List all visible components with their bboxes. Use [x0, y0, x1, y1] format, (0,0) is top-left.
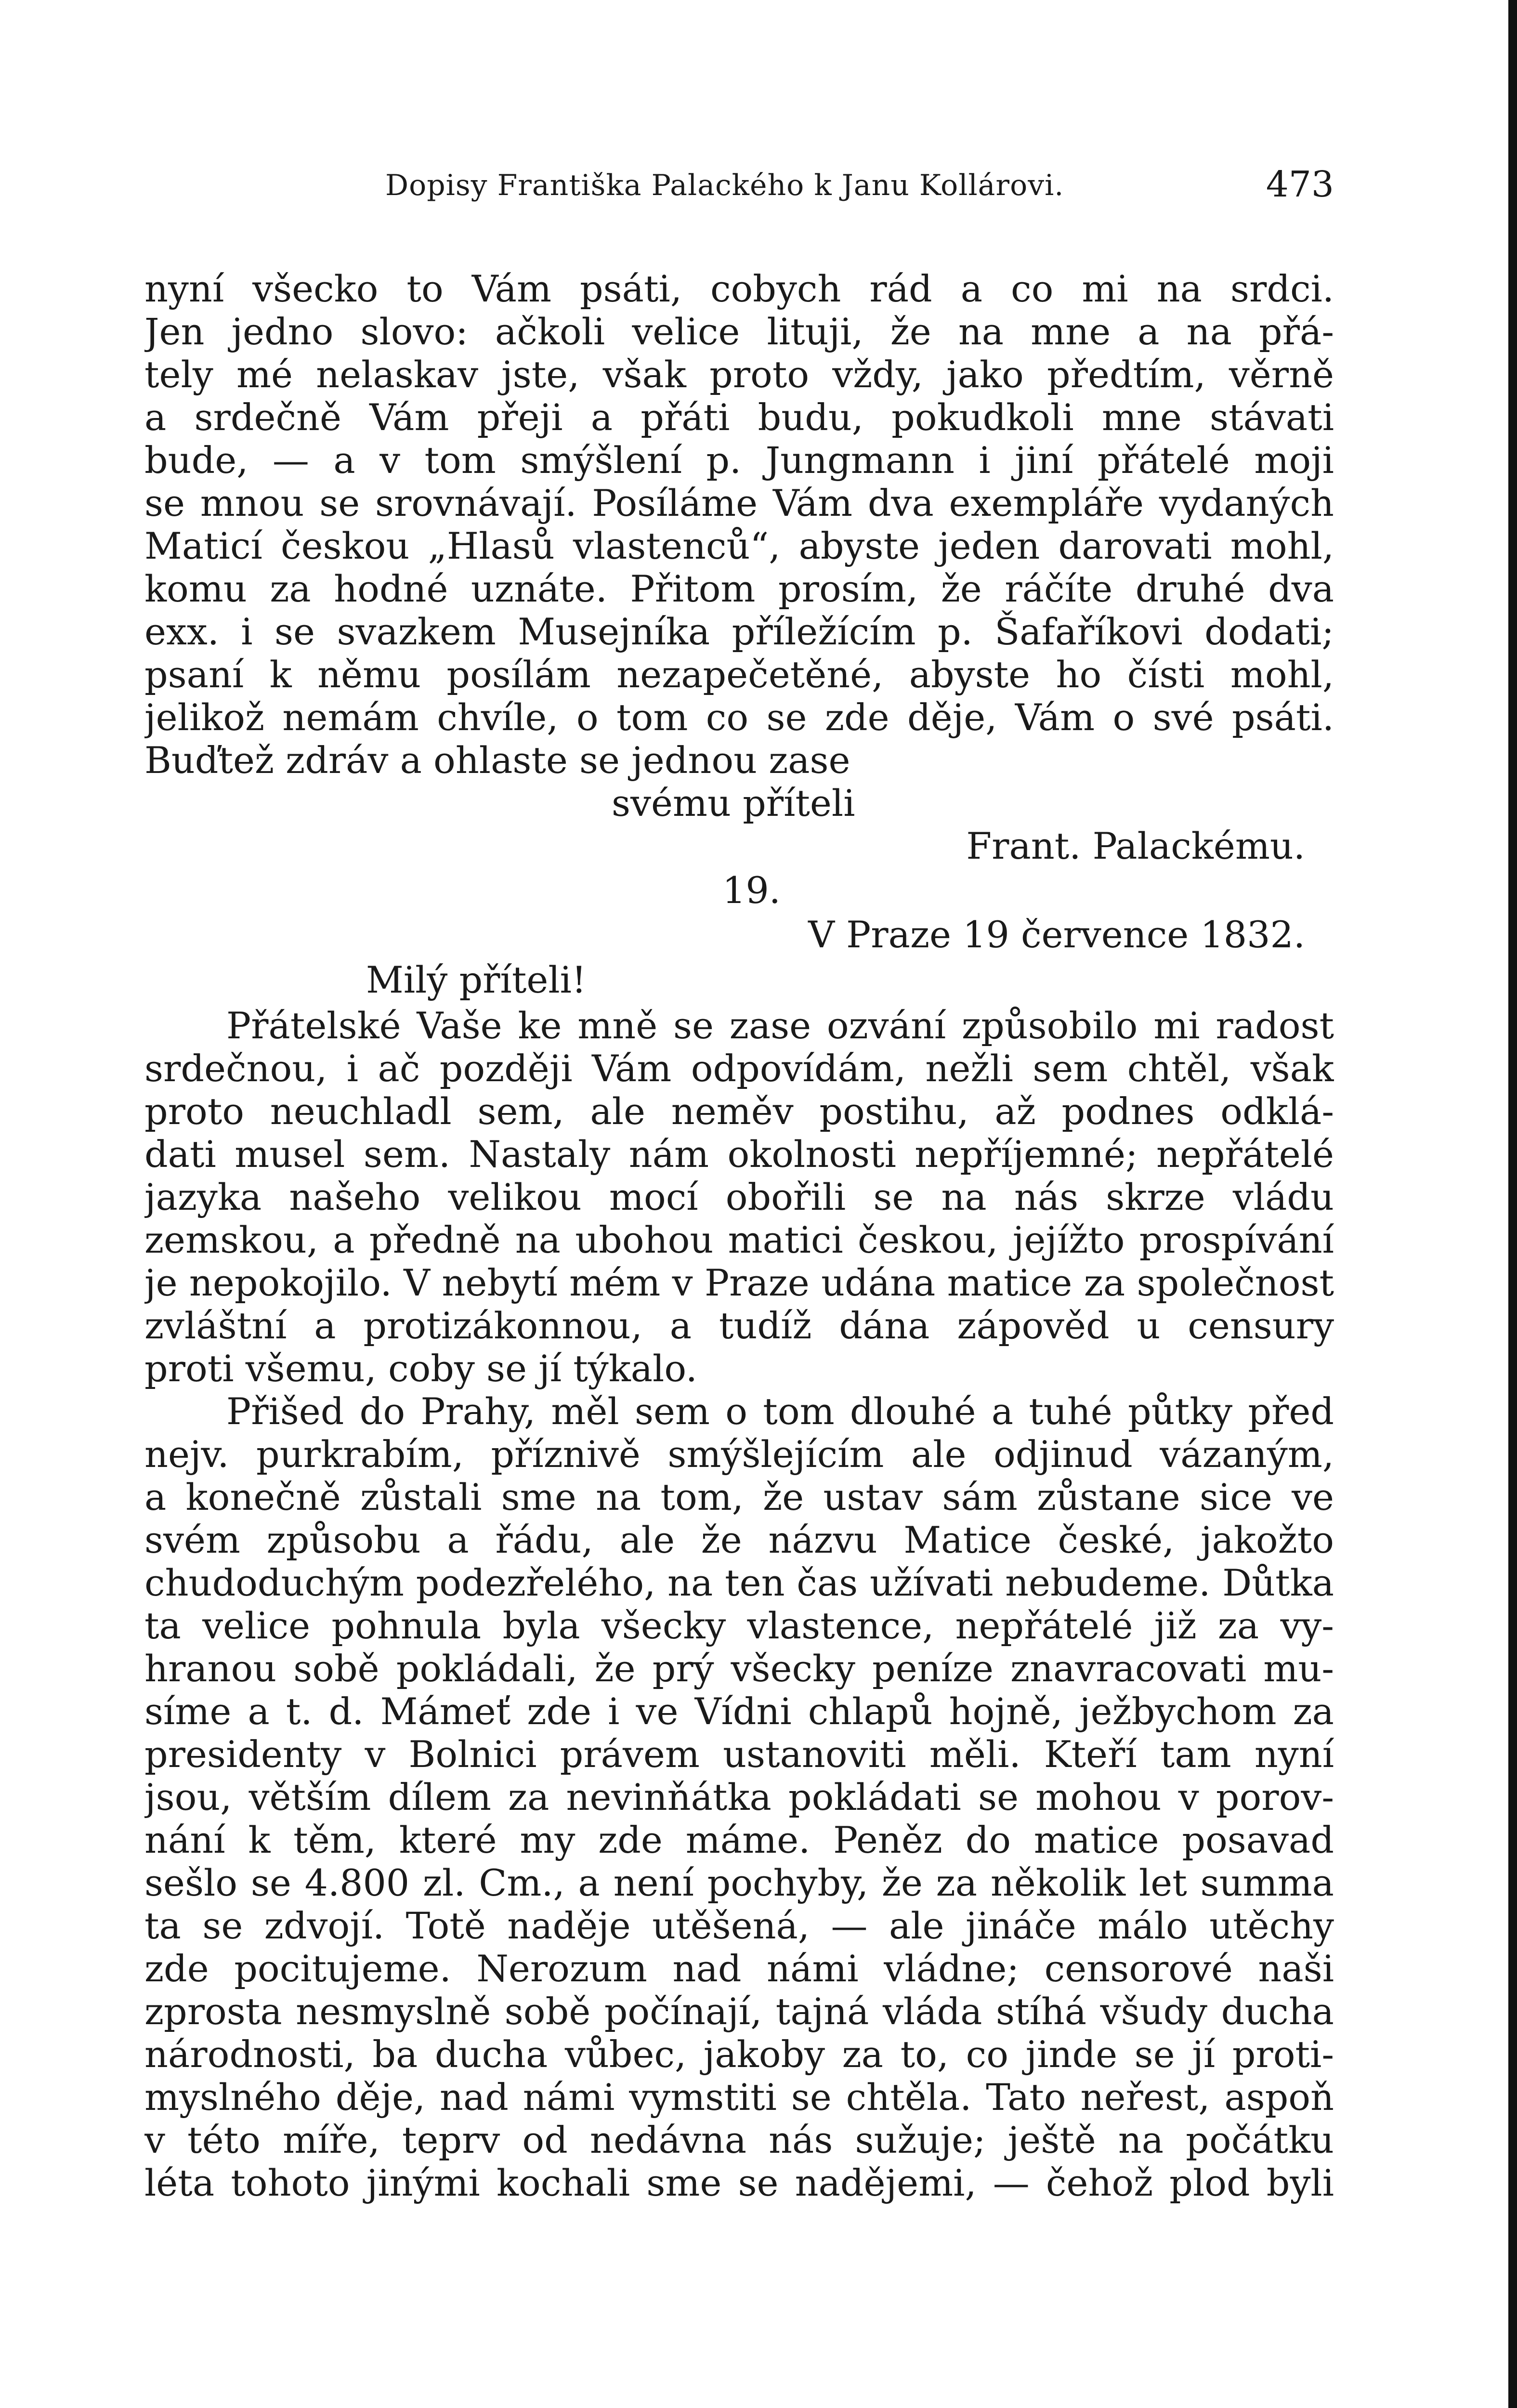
- text-line: Přišed do Prahy, měl sem o tom dlouhé a tuhé půtky před: [226, 1390, 1334, 1433]
- text-line: nání k těm, které my zde máme. Peněz do matice posavad: [144, 1819, 1334, 1861]
- text-line: presidenty v Bolnici právem ustanoviti měli. Kteří tam nyní: [144, 1733, 1334, 1776]
- text-line: sešlo se 4.800 zl. Cm., a není pochyby, že za několik let summa: [144, 1861, 1334, 1904]
- text-line: a srdečně Vám přeji a přáti budu, pokudkoli mne stávati: [144, 396, 1334, 439]
- text-line: nejv. purkrabím, příznivě smýšlejícím ale odjinud vázaným,: [144, 1433, 1334, 1476]
- letter-dateline: V Praze 19 července 1832.: [808, 913, 1305, 956]
- text-line: exx. i se svazkem Musejníka příležícím p. Šafaříkovi dodati;: [144, 610, 1334, 653]
- text-line: zvláštní a protizákonnou, a tudíž dána zápověd u censury: [144, 1304, 1334, 1347]
- text-line: se mnou se srovnávají. Posíláme Vám dva exempláře vydaných: [144, 482, 1334, 524]
- text-line: síme a t. d. Mámeť zde i ve Vídni chlapů hojně, ježbychom za: [144, 1690, 1334, 1733]
- text-line: národnosti, ba ducha vůbec, jakoby za to, co jinde se jí proti-: [144, 2033, 1334, 2076]
- text-line: dati musel sem. Nastaly nám okolnosti nepříjemné; nepřátelé: [144, 1133, 1334, 1176]
- text-line: svém způsobu a řádu, ale že názvu Matice české, jakožto: [144, 1518, 1334, 1561]
- running-title: Dopisy Františka Palackého k Janu Kollárovi.: [385, 169, 1064, 202]
- closing-line: svému příteli: [612, 782, 855, 824]
- text-line: myslného děje, nad námi vymstiti se chtěla. Tato neřest, aspoň: [144, 2076, 1334, 2119]
- text-line: léta tohoto jinými kochali sme se nadějemi, — čehož plod byli: [144, 2161, 1334, 2204]
- paragraph-1: [144, 267, 1334, 782]
- text-line: psaní k němu posílám nezapečetěné, abyste ho čísti mohl,: [144, 653, 1334, 696]
- body-text: [144, 267, 1334, 2204]
- text-line: bude, — a v tom smýšlení p. Jungmann i jiní přátelé moji: [144, 439, 1334, 482]
- text-line: Maticí českou „Hlasů vlastenců“, abyste jeden darovati mohl,: [144, 524, 1334, 567]
- text-line: srdečnou, i ač později Vám odpovídám, nežli sem chtěl, však: [144, 1047, 1334, 1090]
- paragraph-2: [144, 1004, 1334, 1390]
- text-line: proti všemu, coby se jí týkalo.: [144, 1347, 697, 1390]
- page-edge: [1508, 0, 1517, 2408]
- text-line: zde pocitujeme. Nerozum nad námi vládne; censorové naši: [144, 1947, 1334, 1990]
- page-header: [144, 159, 1334, 212]
- text-line: je nepokojilo. V nebytí mém v Praze udána matice za společnost: [144, 1261, 1334, 1304]
- letter-salutation: Milý příteli!: [366, 958, 587, 1001]
- text-line: jelikož nemám chvíle, o tom co se zde děje, Vám o své psáti.: [144, 696, 1334, 739]
- text-line: komu za hodné uznáte. Přitom prosím, že ráčíte druhé dva: [144, 567, 1334, 610]
- text-line: tely mé nelaskav jste, však proto vždy, jako předtím, věrně: [144, 353, 1334, 396]
- page-number: 473: [1266, 164, 1334, 205]
- text-line: Buďtež zdráv a ohlaste se jednou zase: [144, 739, 850, 782]
- text-line: chudoduchým podezřelého, na ten čas užívati nebudeme. Důtka: [144, 1561, 1334, 1604]
- text-line: zprosta nesmyslně sobě počínají, tajná vláda stíhá všudy ducha: [144, 1990, 1334, 2033]
- letter-number: 19.: [722, 869, 781, 912]
- text-line: jsou, větším dílem za nevinňátka pokládati se mohou v porov-: [144, 1776, 1334, 1819]
- text-line: jazyka našeho velikou mocí obořili se na nás skrze vládu: [144, 1176, 1334, 1218]
- text-line: v této míře, teprv od nedávna nás sužuje; ještě na počátku: [144, 2119, 1334, 2161]
- text-line: Přátelské Vaše ke mně se zase ozvání způsobilo mi radost: [226, 1004, 1334, 1047]
- text-line: a konečně zůstali sme na tom, že ustav sám zůstane sice ve: [144, 1476, 1334, 1518]
- closing-signature: Frant. Palackému.: [966, 824, 1305, 867]
- text-line: ta velice pohnula byla všecky vlastence, nepřátelé již za vy-: [144, 1604, 1334, 1647]
- text-line: proto neuchladl sem, ale neměv postihu, až podnes odklá-: [144, 1090, 1334, 1133]
- text-line: hranou sobě pokládali, že prý všecky peníze znavracovati mu-: [144, 1647, 1334, 1690]
- text-line: zemskou, a předně na ubohou matici českou, jejížto prospívání: [144, 1218, 1334, 1261]
- text-line: Jen jedno slovo: ačkoli velice lituji, že na mne a na přá-: [144, 310, 1334, 353]
- paragraph-3: [144, 1390, 1334, 2204]
- text-line: nyní všecko to Vám psáti, cobych rád a co mi na srdci.: [144, 267, 1334, 310]
- text-line: ta se zdvojí. Totě naděje utěšená, — ale jináče málo utěchy: [144, 1904, 1334, 1947]
